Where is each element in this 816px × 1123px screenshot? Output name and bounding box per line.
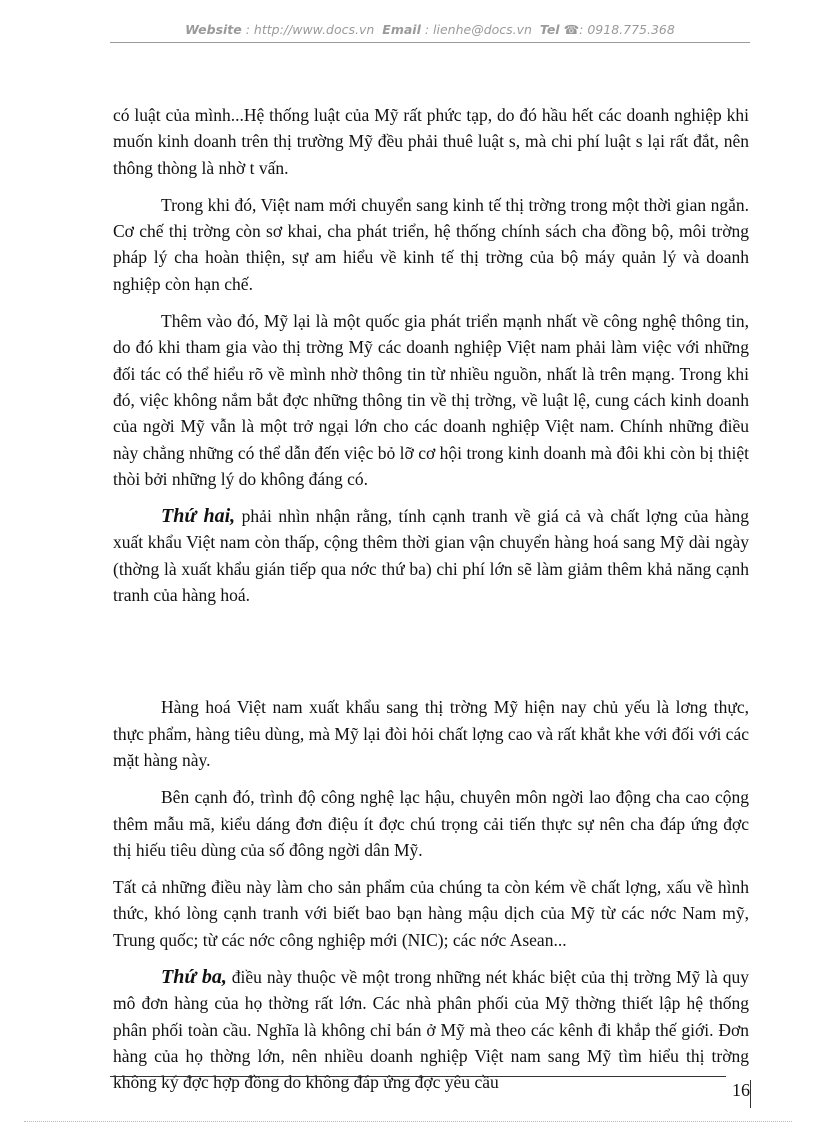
page-bottom-dotted-rule	[24, 1121, 792, 1122]
paragraph-text: điều này thuộc về một trong những nét khác biệt của thị trờng Mỹ là quy mô đơn hàng của họ thờng rất lớn. Các nhà phân phối của Mỹ thờng thiết lập hệ thống phân phối toàn cầu. Nghĩa là không chỉ bán ở Mỹ mà theo các kênh đi khắp thế giới. Đơn hàng của họ thờng lớn, nên nhiều doanh nghiệp Việt nam sang Mỹ tìm hiểu thị trờng không ký đợc hợp đồng do không đáp ứng đợc yêu cầu	[113, 967, 749, 1093]
paragraph-text: Thêm vào đó, Mỹ lại là một quốc gia phát triển mạnh nhất về công nghệ thông tin, do đó khi tham gia vào thị trờng Mỹ các doanh nghiệp Việt nam phải làm việc với những đối tác có thể hiểu rõ về mình nhờ thông tin từ nhiều nguồn, nhất là trên mạng. Trong khi đó, việc không nắm bắt đợc những thông tin về thị trờng, về luật lệ, cung cách kinh doanh của ngời Mỹ vẫn là một trở ngại lớn cho các doanh nghiệp Việt nam. Chính những điều này chẳng những có thể dẫn đến việc bỏ lỡ cơ hội trong kinh doanh mà đôi khi còn bị thiệt thòi bởi những lý do không đáng có.	[113, 311, 749, 489]
paragraph	[113, 874, 749, 953]
email-value: : lienhe@docs.vn	[420, 22, 532, 37]
website-label: Website	[185, 22, 242, 37]
paragraph	[113, 192, 749, 297]
footer-rule	[110, 1076, 726, 1077]
paragraph	[113, 694, 749, 773]
paragraph-text: Bên cạnh đó, trình độ công nghệ lạc hậu, chuyên môn ngời lao động cha cao cộng thêm mẫu mã, kiểu dáng đơn điệu ít đợc chú trọng cải tiến thực sự nên cha đáp ứng đợc thị hiếu tiêu dùng của số đông ngời dân Mỹ.	[113, 787, 749, 860]
paragraph-text: phải nhìn nhận rằng, tính cạnh tranh về giá cả và chất lợng của hàng xuất khẩu Việt nam còn thấp, cộng thêm thời gian vận chuyển hàng hoá sang Mỹ dài ngày (thờng là xuất khẩu gián tiếp qua nớc thứ ba) chi phí lớn sẽ làm giảm thêm khả năng cạnh tranh của hàng hoá.	[113, 506, 749, 606]
paragraph-text: Trong khi đó, Việt nam mới chuyển sang kinh tế thị trờng trong một thời gian ngắn. Cơ chế thị trờng còn sơ khai, cha phát triển, hệ thống chính sách cha đồng bộ, môi trờng pháp lý cha hoàn thiện, sự am hiểu về kinh tế thị trờng của bộ máy quản lý và doanh nghiệp còn hạn chế.	[113, 194, 749, 294]
paragraph	[113, 503, 749, 608]
tel-label: Tel	[539, 22, 560, 37]
tel-value: : 0918.775.368	[579, 22, 675, 37]
paragraph	[113, 102, 749, 181]
section-lead: Thứ ba,	[161, 966, 227, 989]
website-value: : http://www.docs.vn	[241, 22, 375, 37]
paragraph	[113, 784, 749, 863]
section-lead: Thứ hai,	[161, 505, 236, 528]
body-text	[113, 102, 749, 1107]
footer-vertical-rule	[750, 1080, 751, 1108]
paragraph	[113, 308, 749, 492]
paragraph-text: Hàng hoá Việt nam xuất khẩu sang thị trờng Mỹ hiện nay chủ yếu là lơng thực, thực phẩm, hàng tiêu dùng, mà Mỹ lại đòi hỏi chất lợng cao và rất khắt khe với đối với các mặt hàng này.	[113, 697, 749, 770]
email-label: Email	[382, 22, 421, 37]
page-header	[110, 22, 750, 37]
page-number: 16	[732, 1080, 750, 1100]
paragraph-text: có luật của mình...Hệ thống luật của Mỹ rất phức tạp, do đó hầu hết các doanh nghiệp khi muốn kinh doanh trên thị trường Mỹ đều phải thuê luật s, mà chi phí luật s lại rất đắt, nên thông thòng là nhờ t vấn.	[113, 105, 749, 178]
telephone-icon: ☎	[563, 22, 580, 37]
blank-gap	[113, 619, 749, 694]
header-rule	[110, 42, 750, 43]
paragraph-text: Tất cả những điều này làm cho sản phẩm của chúng ta còn kém về chất lợng, xấu về hình thức, khó lòng cạnh tranh với biết bao bạn hàng mậu dịch của Mỹ từ các nớc Nam mỹ, Trung quốc; từ các nớc công nghiệp mới (NIC); các nớc Asean...	[113, 877, 749, 950]
